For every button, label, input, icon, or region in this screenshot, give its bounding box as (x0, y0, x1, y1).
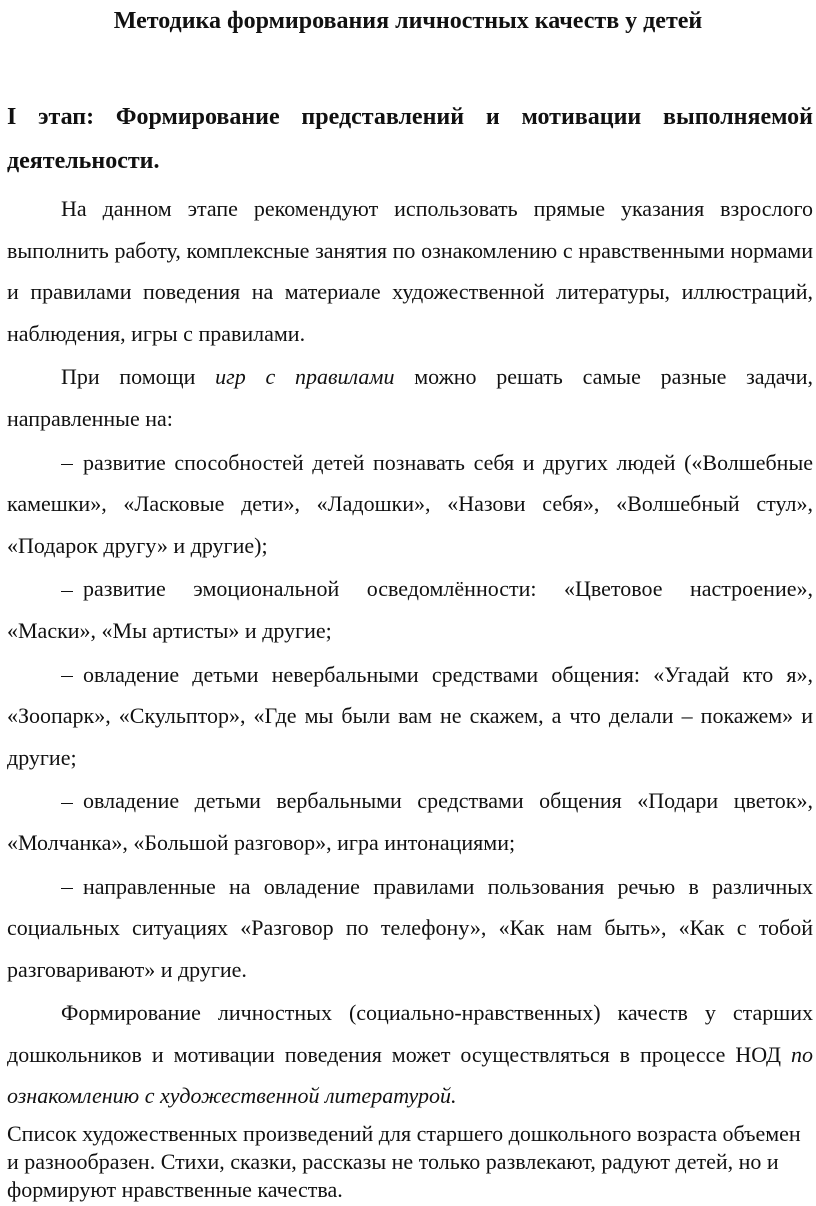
list-item-text: овладение детьми вербальными средствами общения «Подари цветок», «Молчанка», «Большой разговор», игра интонациями; (7, 788, 813, 855)
dash-bullet-icon (61, 654, 73, 696)
document-body (7, 188, 813, 1117)
list-item (7, 568, 813, 651)
list-item (7, 780, 813, 863)
stage-heading: I этап: Формирование представлений и мотивации выполняемой деятельности. (7, 104, 813, 174)
list-item-text: развитие способностей детей познавать себя и других людей («Волшебные камешки», «Ласковые дети», «Ладошки», «Назови себя», «Волшебный стул», «Подарок другу» и другие); (7, 449, 813, 558)
dash-bullet-icon (61, 442, 73, 484)
list-item-text: развитие эмоциональной осведомлённости: «Цветовое настроение», «Маски», «Мы артисты» и другие; (7, 576, 813, 643)
list-item (7, 442, 813, 567)
literature-paragraph: Список художественных произведений для старшего дошкольного возраста объемен и разнообразен. Стихи, сказки, рассказы не только развлекают, радуют детей, но и формируют нравственные качества. (7, 1121, 801, 1202)
nod-paragraph (7, 992, 813, 1117)
dash-bullet-icon (61, 780, 73, 822)
dash-bullet-icon (61, 866, 73, 908)
list-item-text: овладение детьми невербальными средствами общения: «Угадай кто я», «Зоопарк», «Скульптор», «Где мы были вам не скажем, а что делали – покажем» и другие; (7, 661, 813, 770)
list-item-text: направленные на овладение правилами пользования речью в различных социальных ситуациях «Разговор по телефону», «Как нам быть», «Как с тобой разговаривают» и другие. (7, 873, 813, 982)
games-emphasis: игр с правилами (215, 364, 395, 390)
nod-text: Формирование личностных (социально-нравственных) качеств у старших дошкольников и мотивации поведения может осуществляться в процессе НОД (7, 1000, 813, 1067)
dash-bullet-icon (61, 568, 73, 610)
nod-emphasis: по ознакомлению с художественной литературой. (7, 1041, 813, 1109)
games-paragraph (7, 356, 813, 439)
document-title: Методика формирования личностных качеств у детей (113, 8, 703, 34)
list-item (7, 866, 813, 991)
games-text-end: можно решать самые разные задачи, направленные на: (7, 364, 813, 431)
list-item (7, 654, 813, 779)
games-text-start: При помощи (61, 364, 216, 390)
intro-paragraph: На данном этапе рекомендуют использовать прямые указания взрослого выполнить работу, комплексные занятия по ознакомлению с нравственными нормами и правилами поведения на материале художественной литературы, иллюстраций, наблюдения, игры с правилами. (7, 196, 813, 346)
